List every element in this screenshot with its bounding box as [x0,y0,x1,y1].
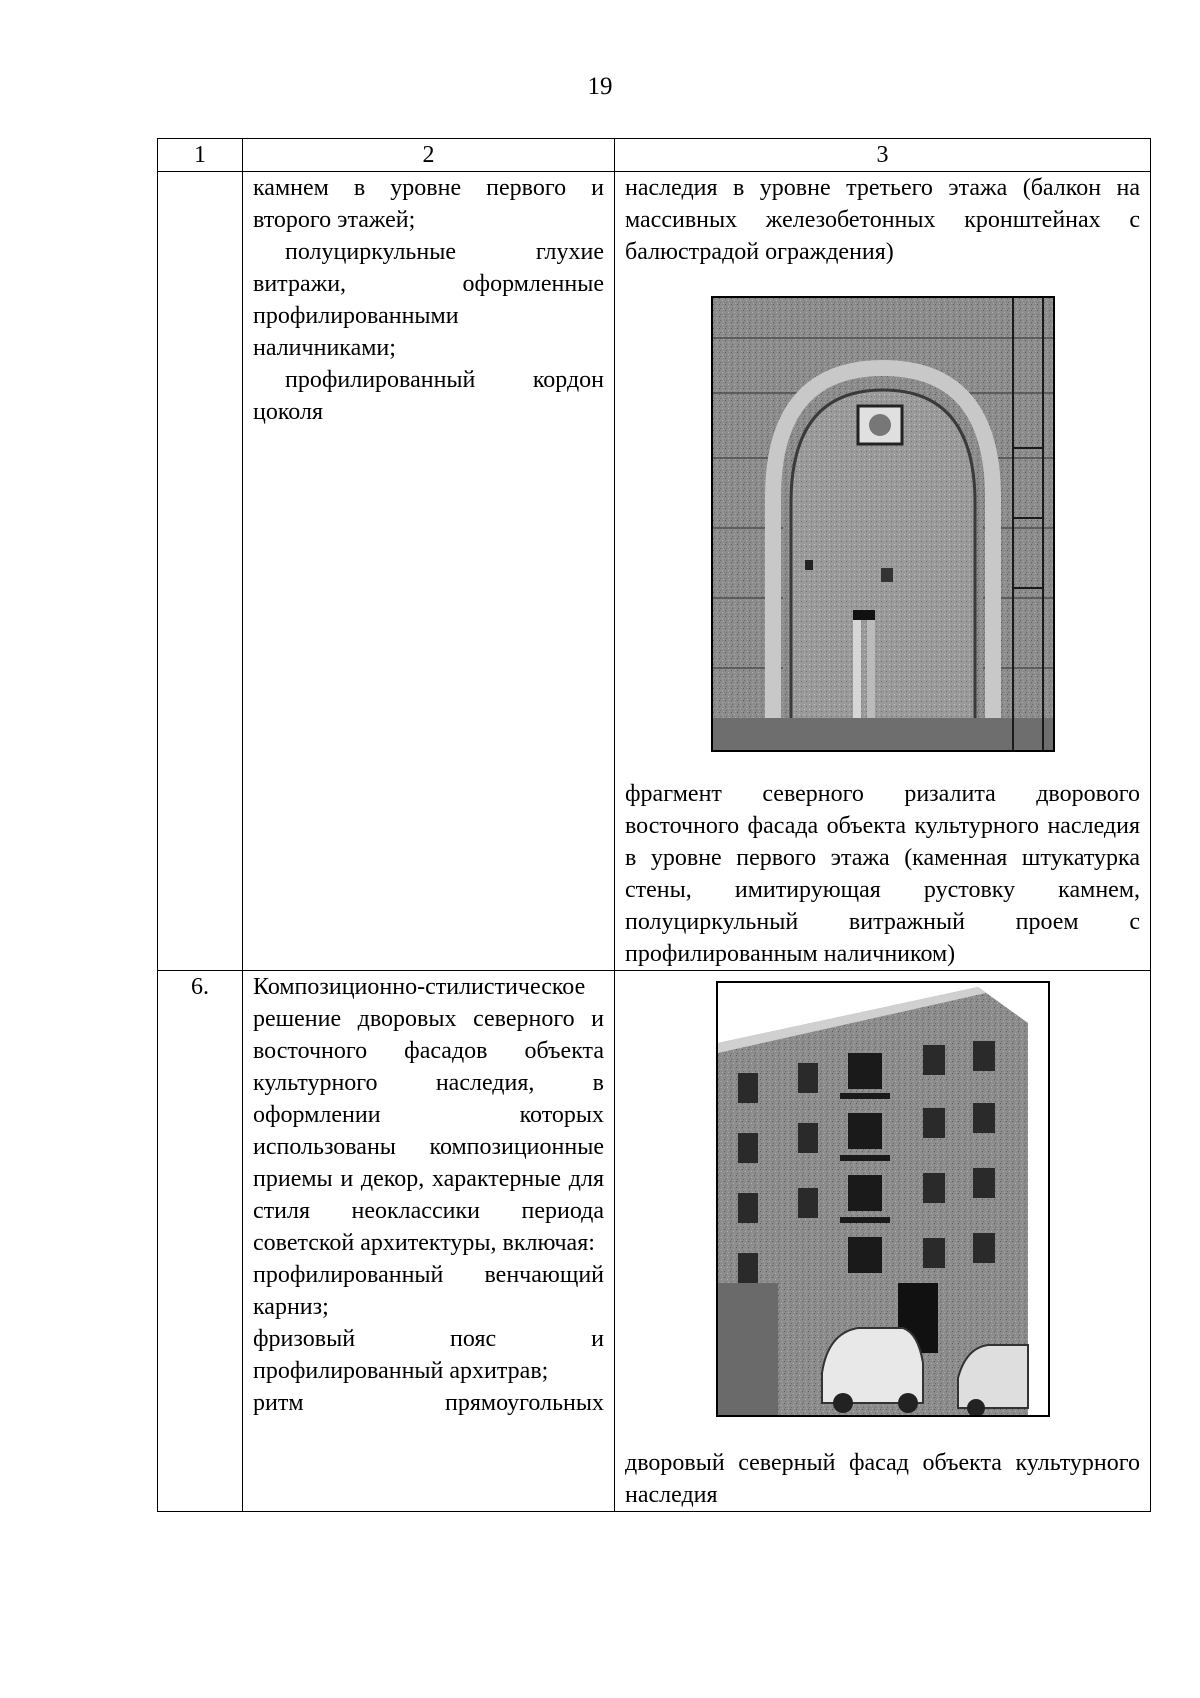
photo-container [625,296,1140,752]
description-line: Композиционно-стилистическое решение дворовых северного и восточного фасадов объекта культурного наследия, в оформлении которых использованы композиционные приемы и декор, характерные для стиля неоклассики периода советской архитектуры, включая: [253,974,604,1256]
table-header-row [158,139,1151,172]
description-line: профилированный венчающий карниз; [253,1262,604,1320]
description-line: фризовый пояс и профилированный архитрав; [253,1326,604,1384]
description-cell [243,971,615,1512]
table-row-continued [158,172,1151,971]
table-row-6 [158,971,1151,1512]
description-line: ритм прямоугольных [253,1390,604,1416]
column-header-2: 2 [243,139,615,172]
description-cell [243,172,615,971]
column-header-1: 1 [158,139,243,172]
page-number: 19 [587,73,613,100]
description-line: камнем в уровне первого и второго этажей; [253,175,604,233]
courtyard-facade-photo [716,981,1050,1417]
column-header-3: 3 [615,139,1151,172]
illustration-caption: фрагмент северного ризалита дворового восточного фасада объекта культурного наследия в уровне первого этажа (каменная штукатурка стены, имитирующая рустовку камнем, полуциркульный витражный проем с профилированным наличником) [625,781,1140,967]
row-number-cell: 6. [158,971,243,1512]
description-line: профилированный кордон цоколя [253,367,604,425]
photo-container [625,981,1140,1417]
heritage-table [157,138,1151,1512]
illustration-cell [615,172,1151,971]
illustration-cell [615,971,1151,1512]
row-number-cell [158,172,243,971]
arch-facade-photo [711,296,1055,752]
illustration-caption: дворовый северный фасад объекта культурного наследия [625,1450,1140,1508]
illustration-text: наследия в уровне третьего этажа (балкон на массивных железобетонных кронштейнах с балюстрадой ограждения) [625,175,1140,265]
description-line: полуциркульные глухие витражи, оформленные профилированными наличниками; [253,239,604,361]
